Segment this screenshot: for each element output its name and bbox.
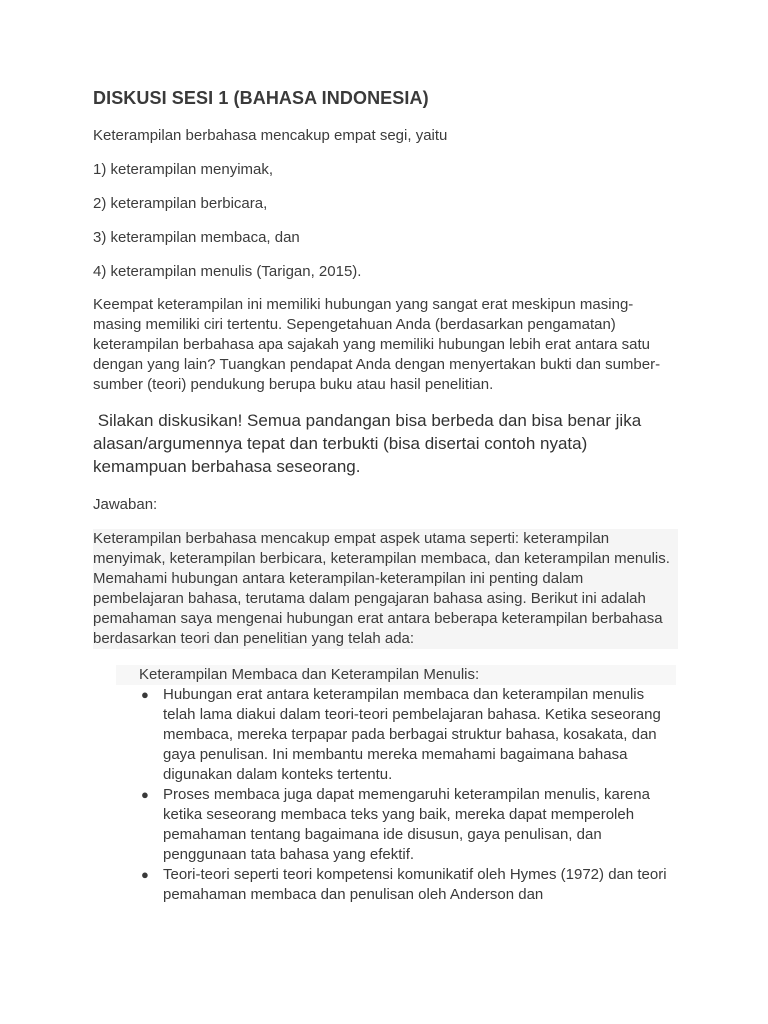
discussion-prompt: Silakan diskusikan! Semua pandangan bisa berbeda dan bisa benar jika alasan/argumennya tepat dan terbukti (bisa disertai contoh nyata) kemampuan berbahasa seseorang. xyxy=(93,411,646,476)
answer-intro-paragraph: Keterampilan berbahasa mencakup empat aspek utama seperti: keterampilan menyimak, keterampilan berbicara, keterampilan membaca, dan keterampilan menulis. Memahami hubungan antara keterampilan-keterampilan ini penting dalam pembelajaran bahasa, terutama dalam pengajaran bahasa asing. Berikut ini adalah pemahaman saya mengenai hubungan erat antara beberapa keterampilan berbahasa berdasarkan teori dan penelitian yang telah ada: xyxy=(93,529,678,649)
bullet-icon: ● xyxy=(141,687,149,702)
answer-label: Jawaban: xyxy=(93,496,158,513)
list-item xyxy=(141,865,676,905)
bullet-text: Teori-teori seperti teori kompetensi komunikatif oleh Hymes (1972) dan teori pemahaman membaca dan penulisan oleh Anderson dan xyxy=(163,866,667,903)
list-item: 1) keterampilan menyimak, xyxy=(93,161,274,178)
list-item: 3) keterampilan membaca, dan xyxy=(93,229,300,246)
page-title: DISKUSI SESI 1 (BAHASA INDONESIA) xyxy=(93,88,429,108)
intro-paragraph: Keterampilan berbahasa mencakup empat segi, yaitu xyxy=(93,127,448,144)
document-page xyxy=(93,86,676,905)
bullet-list xyxy=(93,685,676,905)
subheading: Keterampilan Membaca dan Keterampilan Menulis: xyxy=(116,665,676,685)
bullet-text: Hubungan erat antara keterampilan membaca dan keterampilan menulis telah lama diakui dalam teori-teori pembelajaran bahasa. Ketika seseorang membaca, mereka terpapar pada berbagai struktur bahasa, kosakata, dan gaya penulisan. Ini membantu mereka memahami bagaimana bahasa digunakan dalam konteks tertentu. xyxy=(163,686,661,783)
list-item: 2) keterampilan berbicara, xyxy=(93,195,268,212)
question-paragraph: Keempat keterampilan ini memiliki hubungan yang sangat erat meskipun masing-masing memiliki ciri tertentu. Sepengetahuan Anda (berdasarkan pengamatan) keterampilan berbahasa apa sajakah yang memiliki hubungan lebih erat antara satu dengan yang lain? Tuangkan pendapat Anda dengan menyertakan bukti dan sumber-sumber (teori) pendukung berupa buku atau hasil penelitian. xyxy=(93,296,661,393)
bullet-icon: ● xyxy=(141,787,149,802)
bullet-icon: ● xyxy=(141,867,149,882)
list-item xyxy=(141,685,676,785)
list-item: 4) keterampilan menulis (Tarigan, 2015). xyxy=(93,263,362,280)
bullet-text: Proses membaca juga dapat memengaruhi keterampilan menulis, karena ketika seseorang membaca teks yang baik, mereka dapat memperoleh pemahaman tentang bagaimana ide disusun, gaya penulisan, dan penggunaan tata bahasa yang efektif. xyxy=(163,786,650,863)
list-item xyxy=(141,785,676,865)
